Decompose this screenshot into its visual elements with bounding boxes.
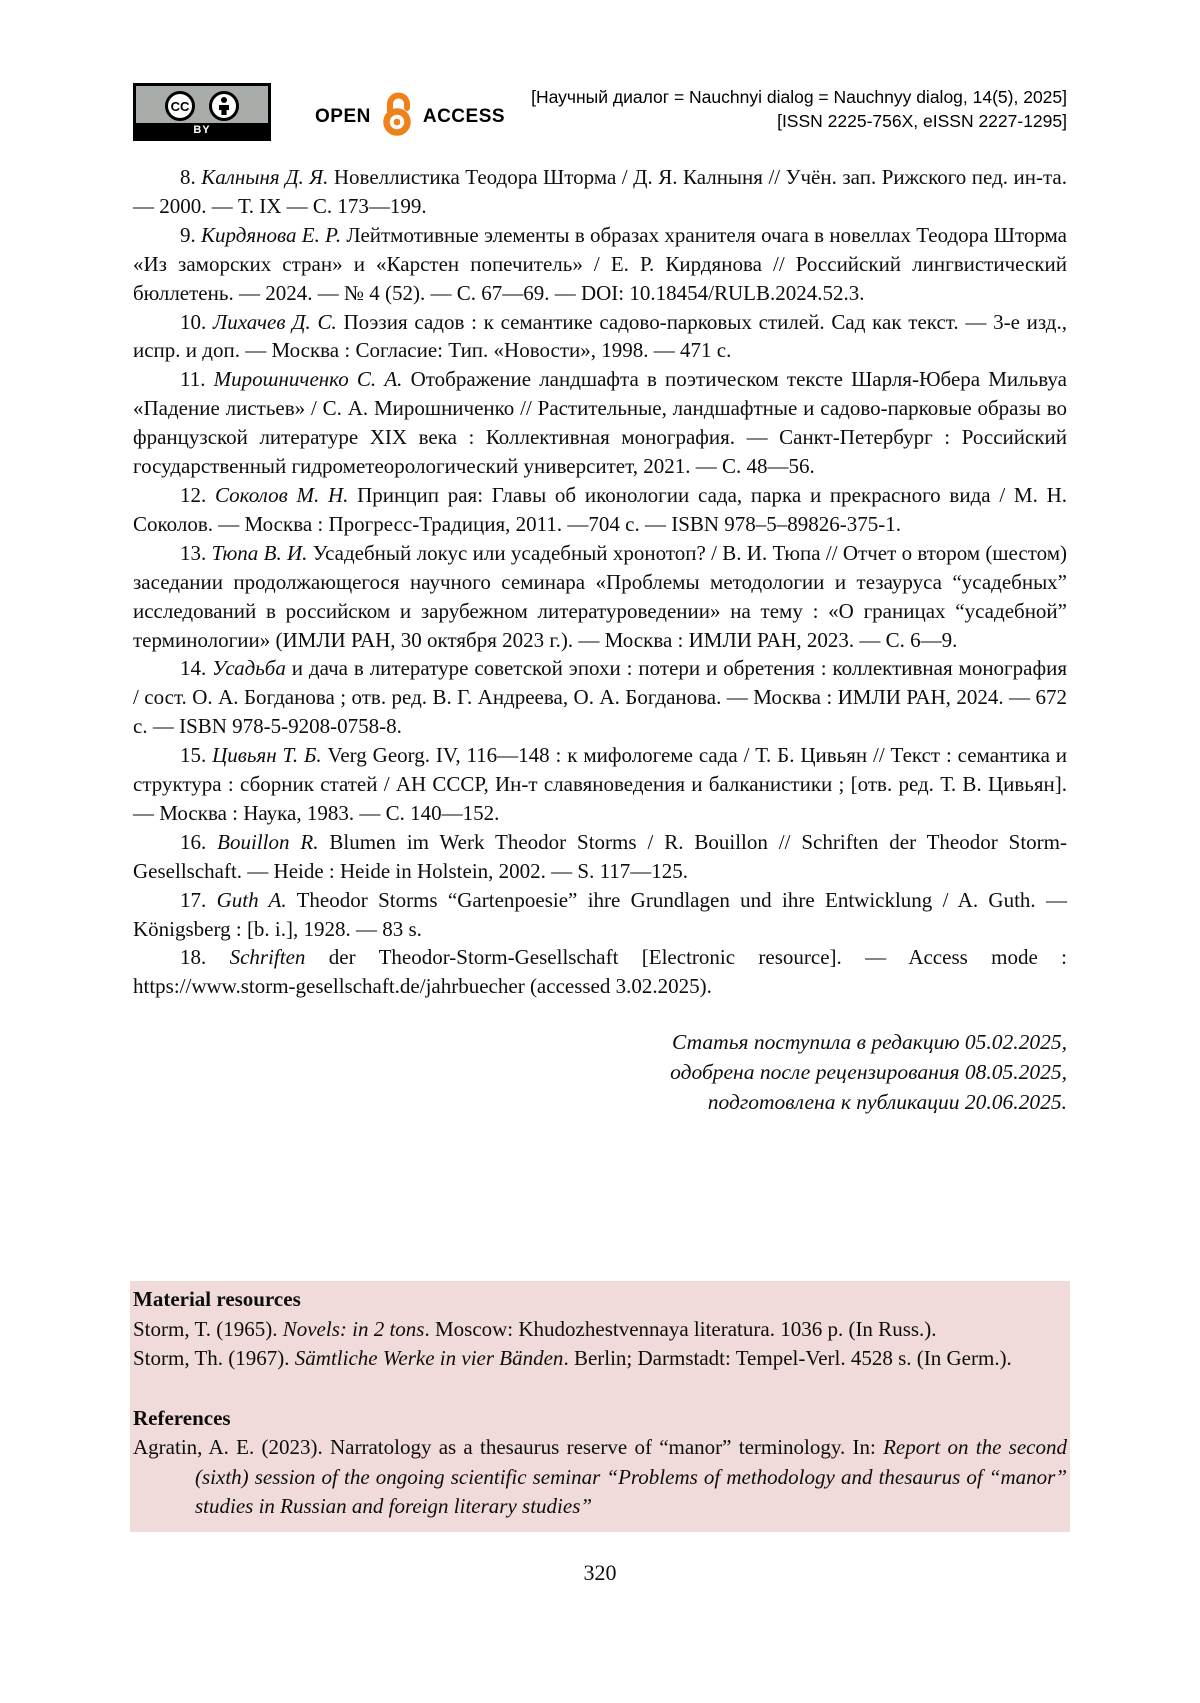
submission-approved-line: одобрена после рецензирования 08.05.2025, [670,1060,1067,1085]
reference-number: 17. [180,887,217,912]
open-access-logo [315,92,505,141]
material-resource-entry [133,1344,1067,1374]
reference-text: Новеллистика Теодора Шторма / Д. Я. Калныня // Учён. зап. Рижского пед. ин-та. — 2000. — Т. IX — С. 173—199. [133,165,1067,218]
reference-text: Принцип рая: Главы об иконологии сада, парка и прекрасного вида / М. Н. Соколов. — Москва : Прогресс-Традиция, 2011. —704 с. — ISBN 978–5–89826-375-1. [133,482,1068,536]
material-resource-entry [133,1315,1067,1345]
reference-list-ru [133,163,1067,1117]
reference-number: 9. [180,222,202,247]
entry-text: . Moscow: Khudozhestvennaya literatura. 1036 p. (In Russ.). [424,1316,937,1341]
reference-text: Blumen im Werk Theodor Storms / R. Bouillon // Schriften der Theodor Storm-Gesellschaft. — Heide : Heide in Holstein, 2002. — S. 117—125. [133,829,1067,883]
cc-icon: CC [165,91,195,121]
reference-text: Verg Georg. IV, 116—148 : к мифологеме сада / Т. Б. Цивьян // Текст : семантика и структура : сборник статей / АН СССР, Ин-т славяноведения и балканистики ; [отв. ред. Т. В. Цивьян]. — Москва : Наука, 1983. — С. 140—152. [133,743,1067,825]
entry-title: Novels: in 2 tons [282,1316,425,1341]
reference-title-start: Schriften [229,945,306,970]
reference-number: 10. [180,309,213,334]
entry-title: Report on the second (sixth) session of the ongoing scientific seminar “Problems of methodology and thesaurus of “manor” studies in Russian and foreign literary studies” [195,1435,1067,1518]
cc-badge-circles [136,91,268,121]
reference-author: Калныня Д. Я. [201,165,329,189]
reference-item-16 [133,828,1067,886]
reference-author: Кирдянова Е. Р. [201,222,342,247]
submission-prepared-line: подготовлена к публикации 20.06.2025. [707,1090,1067,1115]
reference-item-18 [133,943,1067,1001]
reference-text: Поэзия садов : к семантике садово-парковых стилей. Сад как текст. — 3-е изд., испр. и доп. — Москва : Согласие: Тип. «Новости», 1998. — 471 с. [133,309,1067,363]
references-entry [133,1433,1067,1522]
page-number: 320 [583,1560,617,1585]
reference-text: Отображение ландшафта в поэтическом тексте Шарля-Юбера Мильвуа «Падение листьев» / С. А. Мирошниченко // Растительные, ландшафтные и садово-парковые образы во французской литературе XIX века : Коллективная монография. — Санкт-Петербург : Российский государственный гидрометеорологический университет, 2021. — С. 48—56. [133,367,1067,479]
entry-text: . Berlin; Darmstadt: Tempel-Verl. 4528 s. (In Germ.). [563,1346,1012,1370]
reference-number: 16. [180,829,218,854]
reference-item-12 [133,481,1067,539]
reference-author: Guth A. [216,887,287,912]
entry-text: Storm, T. (1965). [133,1316,283,1341]
reference-item-8 [133,163,1067,221]
open-lock-icon [378,92,416,141]
cc-by-license-badge [133,83,271,141]
person-icon [209,91,239,121]
reference-item-9 [133,221,1067,308]
reference-text: der Theodor-Storm-Gesellschaft [Electronic resource]. — Access mode : https://www.storm-gesellschaft.de/jahrbuecher (accessed 3.02.2025). [133,945,1067,999]
references-heading: References [133,1405,231,1430]
cc-by-label: BY [136,123,268,138]
open-access-word-access: ACCESS [422,105,506,127]
journal-info [531,85,1067,133]
reference-author: Соколов М. Н. [215,482,349,507]
reference-number: 14. [180,656,213,681]
reference-author: Цивьян Т. Б. [212,743,322,768]
reference-text: Усадебный локус или усадебный хронотоп? / В. И. Тюпа // Отчет о втором (шестом) заседании продолжающегося научного семинара «Проблемы методологии и тезауруса “усадебных” исследований в российском и зарубежном литературоведении» на тему : «О границах “усадебной” терминологии» (ИМЛИ РАН, 30 октября 2023 г.). — Москва : ИМЛИ РАН, 2023. — С. 6—9. [133,540,1068,652]
reference-author: Мирошниченко С. А. [213,367,403,392]
reference-item-14 [133,654,1067,741]
submission-received-line: Статья поступила в редакцию 05.02.2025, [671,1030,1067,1055]
reference-text: Лейтмотивные элементы в образах хранителя очага в новеллах Теодора Шторма «Из заморских стран» и «Карстен попечитель» / Е. Р. Кирдянова // Российский лингвистический бюллетень. — 2024. — № 4 (52). — С. 67—69. — DOI: 10.18454/RULB.2024.52.3. [133,222,1067,305]
english-bibliography-block [130,1281,1070,1532]
entry-title: Sämtliche Werke in vier Bänden [294,1346,564,1370]
page-header [133,82,1067,144]
reference-number: 8. [180,165,202,189]
reference-author: Лихачев Д. С. [212,309,337,334]
reference-author: Bouillon R. [217,829,319,854]
reference-number: 18. [180,945,230,970]
reference-title-start: Усадьба [212,656,286,681]
reference-author: Тюпа В. И. [211,540,308,565]
open-access-word-open: OPEN [315,105,371,127]
submission-dates [133,1027,1067,1117]
entry-text: Agratin, A. E. (2023). Narratology as a thesaurus reserve of “manor” terminology. In: [133,1435,884,1459]
reference-item-17 [133,886,1067,944]
reference-text: и дача в литературе советской эпохи : потери и обретения : коллективная монография / сост. О. А. Богданова ; отв. ред. В. Г. Андреева, О. А. Богданова. — Москва : ИМЛИ РАН, 2024. — 672 с. — ISBN 978-5-9208-0758-8. [133,656,1067,739]
reference-item-10 [133,308,1067,366]
reference-number: 11. [180,367,214,392]
reference-number: 12. [180,482,216,507]
reference-number: 15. [180,743,213,768]
reference-item-15 [133,741,1067,828]
reference-item-13 [133,539,1067,655]
reference-number: 13. [180,540,212,565]
reference-item-11 [133,365,1067,481]
entry-text: Storm, Th. (1967). [133,1346,295,1370]
material-resources-heading: Material resources [133,1287,301,1311]
journal-issn-line: [ISSN 2225-756X, eISSN 2227-1295] [777,111,1067,131]
journal-title-line: [Научный диалог = Nauchnyi dialog = Nauchnyy dialog, 14(5), 2025] [531,87,1067,107]
reference-text: Theodor Storms “Gartenpoesie” ihre Grundlagen und ihre Entwicklung / A. Guth. — Königsberg : [b. i.], 1928. — 83 s. [133,887,1068,941]
